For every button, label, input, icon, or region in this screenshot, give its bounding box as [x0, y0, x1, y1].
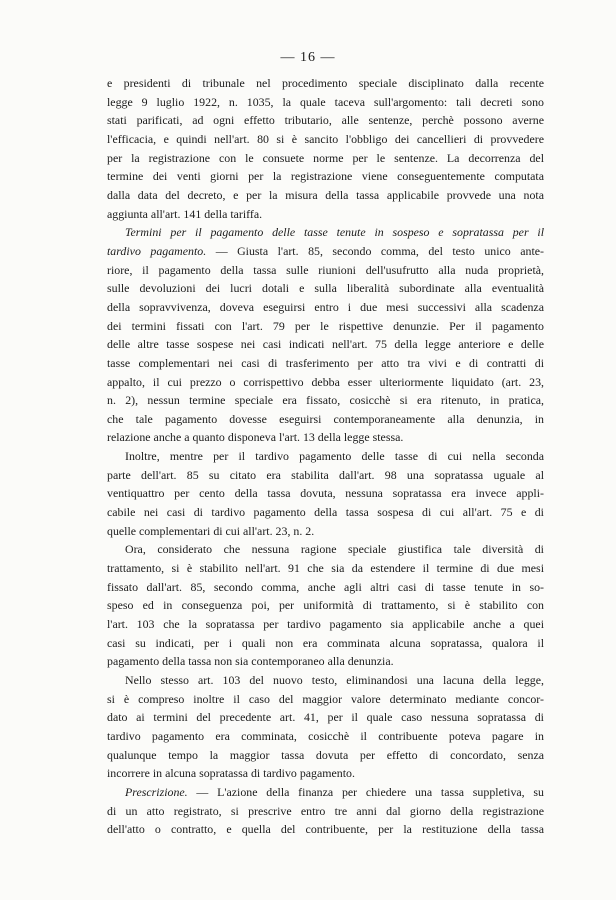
- section-title-cont: tardivo pagamento.: [107, 243, 207, 258]
- text-line: per la registrazione con le consuete norme per le sentenze. La decorrenza del: [107, 150, 544, 165]
- text-line: n. 2), nessun termine speciale era fissato, cosicchè si era ritenuto, in pratica,: [107, 393, 544, 408]
- paragraph: [107, 671, 544, 783]
- paragraph: [107, 223, 544, 447]
- text-line: delle altre tasse sospese nei casi indicati nell'art. 75 della legge anteriore e delle: [107, 337, 544, 352]
- text-line: che tale pagamento dovesse eseguirsi contemporaneamente alla denunzia, in: [107, 411, 544, 426]
- text-line: fissato dall'art. 85, secondo comma, anche agli altri casi di tasse tenute in so-: [107, 579, 544, 594]
- text-line: e presidenti di tribunale nel procedimento speciale disciplinato dalla recente: [107, 76, 544, 90]
- paragraph: [107, 540, 544, 671]
- text-line: Ora, considerato che nessuna ragione speciale giustifica tale diversità di: [125, 542, 544, 557]
- text-line: sulle devoluzioni dei lucri dotali e sulla liberalità subordinate alla eventualità: [107, 281, 544, 296]
- text-line: di un atto registrato, si prescrive entro tre anni dal giorno della registrazione: [107, 803, 544, 818]
- text-line: incorrere in alcuna sopratassa di tardivo pagamento.: [107, 766, 355, 781]
- text-line: riore, il pagamento della tassa sulle riunioni dell'usufrutto alla nuda proprietà,: [107, 262, 544, 277]
- text-line: cabile nei casi di tardivo pagamento della tassa sospesa di cui all'art. 75 e di: [107, 505, 544, 520]
- text-line: tasse complementari nei casi di trasferimento per atto tra vivi e di contratti di: [107, 355, 544, 370]
- text-line: della sopravvivenza, doveva eseguirsi entro i due mesi successivi alla scadenza: [107, 299, 544, 314]
- text-line: — Giusta l'art. 85, secondo comma, del testo unico ante-: [206, 243, 544, 258]
- text-line: aggiunta all'art. 141 della tariffa.: [107, 206, 263, 221]
- text-line: legge 9 luglio 1922, n. 1035, la quale taceva sull'argomento: tali decreti sono: [107, 94, 544, 109]
- text-line: qualunque tempo la maggior tassa dovuta per effetto di concordato, senza: [107, 747, 544, 762]
- text-line: casi su indicati, per i quali non era comminata alcuna sopratassa, qualora il: [107, 635, 544, 650]
- paragraph: [107, 783, 544, 839]
- section-title: Termini per il pagamento delle tasse tenute in sospeso e sopratassa per il: [125, 225, 544, 240]
- body-text: [107, 74, 544, 839]
- text-line: dei termini fissati con l'art. 79 per le rispettive denunzie. Per il pagamento: [107, 318, 544, 333]
- text-line: trattamento, si è stabilito nell'art. 91 che sia da estendere il termine di due mesi: [107, 561, 544, 576]
- text-line: quelle complementari di cui all'art. 23, n. 2.: [107, 523, 315, 538]
- paragraph: [107, 447, 544, 540]
- page-number: — 16 —: [280, 50, 336, 65]
- text-line: stati parificati, ad ogni effetto tributario, alle sentenze, perchè possono averne: [107, 113, 544, 128]
- text-line: l'art. 103 che la sopratassa per tardivo pagamento sia applicabile anche a quei: [107, 617, 544, 632]
- text-line: pagamento della tassa non sia contemporaneo alla denunzia.: [107, 654, 394, 669]
- text-line: appalto, il cui prezzo o corrispettivo debba esser ulteriormente liquidato (art. 23,: [107, 374, 544, 389]
- text-line: Inoltre, mentre per il tardivo pagamento delle tasse di cui nella seconda: [125, 449, 544, 464]
- text-line: l'efficacia, e quindi nell'art. 80 si è sancito l'obbligo dei cancellieri di provvedere: [107, 131, 544, 146]
- text-line: termine dei venti giorni per la registrazione viene conseguentemente computata: [107, 169, 544, 184]
- text-line: parte dell'art. 85 su citato era stabilita dall'art. 98 una sopratassa uguale al: [107, 467, 544, 482]
- text-line: dalla data del decreto, e per la misura della tassa applicabile provvede una nota: [107, 187, 544, 202]
- text-line: si è compreso inoltre il caso del maggior valore determinato mediante concor-: [107, 691, 544, 706]
- text-line: dell'atto o contratto, e quella del contribuente, per la restituzione della tassa: [107, 822, 544, 837]
- text-line: Nello stesso art. 103 del nuovo testo, eliminandosi una lacuna della legge,: [125, 673, 544, 687]
- text-line: ventiquattro per cento della tassa dovuta, nessuna sopratassa era invece appli-: [107, 486, 544, 501]
- text-line: dato ai termini del precedente art. 41, per il quale caso nessuna sopratassa di: [107, 710, 544, 725]
- section-title: Prescrizione.: [125, 784, 188, 799]
- paragraph: [107, 74, 544, 223]
- text-line: tardivo pagamento era comminata, cosicchè il contribuente poteva pagare in: [107, 728, 544, 743]
- text-line: relazione anche a quanto disponeva l'art. 13 della legge stessa.: [107, 430, 404, 445]
- text-line: speso ed in conseguenza poi, per uniformità di trattamento, si è stabilito con: [107, 598, 544, 613]
- text-line: — L'azione della finanza per chiedere una tassa suppletiva, su: [187, 784, 544, 799]
